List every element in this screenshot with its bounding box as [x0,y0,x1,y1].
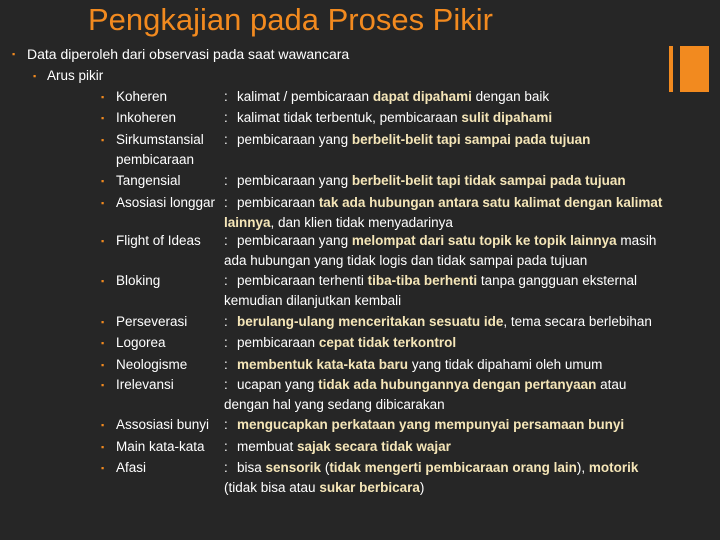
description-text: bisa [237,460,266,475]
emphasis-text: tiba-tiba berhenti [367,273,478,288]
slide-title: Pengkajian pada Proses Pikir [88,2,493,37]
item-description-line [237,335,456,350]
description-text: ( [321,460,330,475]
item-term-continuation: pembicaraan [116,151,195,167]
bullet-icon: ▪ [101,442,105,452]
bullet-icon: ▪ [12,49,16,59]
description-text: dengan hal yang sedang dibicarakan [224,396,445,412]
description-text: pembicaraan yang [237,173,352,188]
emphasis-text: melompat dari satu topik ke topik lainnya [351,233,617,248]
item-description-line [237,314,652,329]
description-text: pembicaraan terhenti [237,273,368,288]
item-term: Inkoheren [116,110,177,125]
emphasis-text: dapat dipahami [372,89,472,104]
bullet-icon: ▪ [33,71,37,81]
bullet-icon: ▪ [101,463,105,473]
item-description-line [224,215,453,230]
description-text: ucapan yang [237,377,319,392]
description-text: pembicaraan [237,195,319,210]
item-description-line [224,397,445,412]
description-text: ) [419,479,425,495]
description-text: , dan klien tidak menyadarinya [270,214,453,230]
emphasis-text: tak ada hubungan antara satu kalimat dengan kalimat [318,195,663,210]
bullet-icon: ▪ [101,236,105,246]
item-description-line [237,233,656,248]
bullet-icon: ▪ [101,276,105,286]
item-description-line [224,480,424,495]
description-text: yang tidak dipahami oleh umum [408,357,603,372]
item-description-line [237,460,638,475]
item-colon: : [224,417,228,432]
bullet-icon: ▪ [101,317,105,327]
description-text: dengan baik [471,89,550,104]
item-term: Koheren [116,89,168,104]
emphasis-text: mengucapkan perkataan yang mempunyai persamaan bunyi [237,417,625,432]
item-colon: : [224,357,228,372]
item-description-line [237,273,637,288]
description-text: , tema secara berlebihan [503,314,652,329]
item-colon: : [224,132,228,147]
emphasis-text: cepat tidak terkontrol [318,335,457,350]
item-term: Flight of Ideas [116,233,201,248]
item-description-line [237,357,602,372]
item-colon: : [224,460,228,475]
emphasis-text: berulang-ulang menceritakan sesuatu ide [237,314,504,329]
description-text: kalimat tidak terbentuk, pembicaraan [237,110,462,125]
item-description-line [237,439,451,454]
emphasis-text: motorik [588,460,639,475]
bullet-icon: ▪ [101,380,105,390]
item-colon: : [224,110,228,125]
description-text: ), [576,460,589,475]
item-colon: : [224,89,228,104]
level1-text: Data diperoleh dari observasi pada saat wawancara [27,46,350,62]
description-text: (tidak bisa atau [224,479,320,495]
bullet-icon: ▪ [101,420,105,430]
item-description-line [224,293,401,308]
description-text: pembicaraan yang [237,233,352,248]
description-text: masih [616,233,657,248]
item-colon: : [224,377,228,392]
item-term: Neologisme [116,357,188,372]
item-term: Sirkumstansial [116,132,204,147]
item-term: Logorea [116,335,166,350]
item-description-line [237,110,552,125]
emphasis-text: membentuk kata-kata baru [237,357,409,372]
item-colon: : [224,439,228,454]
item-description-line [224,253,587,268]
item-colon: : [224,233,228,248]
item-description-line [237,89,549,104]
bullet-icon: ▪ [101,176,105,186]
emphasis-text: sulit dipahami [461,110,553,125]
description-text: kemudian dilanjutkan kembali [224,292,402,308]
description-text: atau [596,377,627,392]
item-description-line [237,132,590,147]
item-colon: : [224,273,228,288]
emphasis-text: berbelit-belit tapi sampai pada tujuan [351,132,591,147]
bullet-icon: ▪ [101,198,105,208]
emphasis-text: sajak secara tidak wajar [297,439,451,454]
item-description-line [237,173,626,188]
emphasis-text: tidak mengerti pembicaraan orang lain [329,460,577,475]
description-text: tanpa gangguan eksternal [477,273,637,288]
accent-bar-thick [680,46,709,92]
emphasis-text: tidak ada hubungannya dengan pertanyaan [318,377,597,392]
bullet-icon: ▪ [101,135,105,145]
bullet-icon: ▪ [101,113,105,123]
item-colon: : [224,314,228,329]
item-term: Assosiasi bunyi [116,417,210,432]
emphasis-text: berbelit-belit tapi tidak sampai pada tujuan [351,173,626,188]
description-text: pembicaraan [237,335,319,350]
item-colon: : [224,173,228,188]
item-description-line [237,377,626,392]
accent-bar-thin [669,46,673,92]
bullet-icon: ▪ [101,360,105,370]
item-term: Main kata-kata [116,439,205,454]
bullet-icon: ▪ [101,92,105,102]
emphasis-text: sukar berbicara [319,479,420,495]
item-term: Bloking [116,273,161,288]
item-term: Tangensial [116,173,181,188]
item-term: Irelevansi [116,377,174,392]
item-description-line [237,195,662,210]
description-text: ada hubungan yang tidak logis dan tidak sampai pada tujuan [224,252,588,268]
item-term: Afasi [116,460,147,475]
item-colon: : [224,335,228,350]
emphasis-text: sensorik [265,460,322,475]
description-text: pembicaraan yang [237,132,352,147]
description-text: kalimat / pembicaraan [237,89,373,104]
item-colon: : [224,195,228,210]
description-text: membuat [237,439,298,454]
item-term: Perseverasi [116,314,188,329]
level2-text: Arus pikir [47,68,104,83]
emphasis-text: lainnya [224,214,271,230]
item-description-line [237,417,624,432]
item-term: Asosiasi longgar [116,195,216,210]
bullet-icon: ▪ [101,338,105,348]
